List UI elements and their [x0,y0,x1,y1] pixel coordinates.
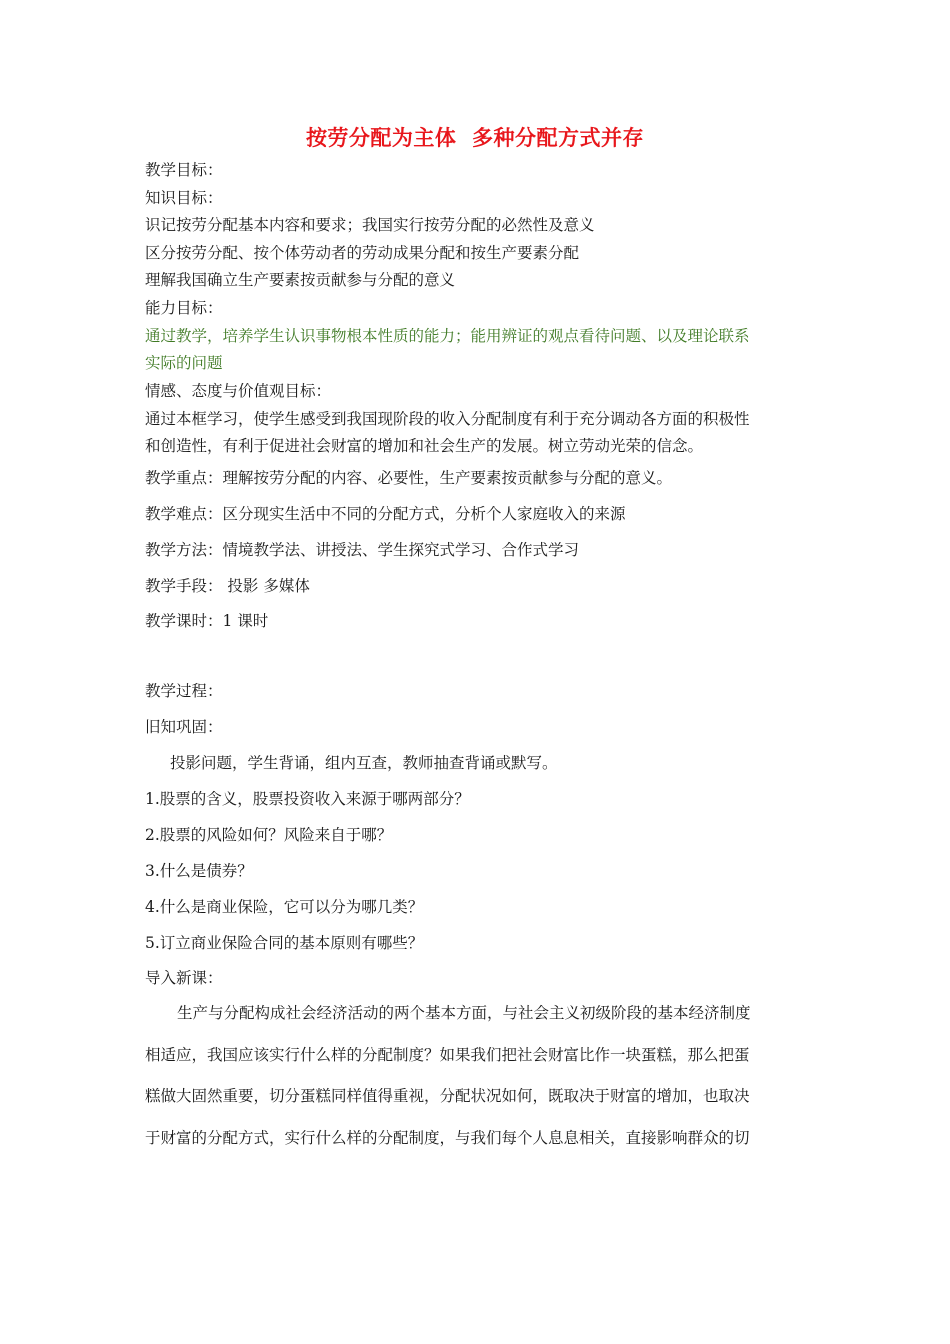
review-question: 3.什么是债券？ [145,862,253,880]
teaching-method: 教学方法：情境教学法、讲授法、学生探究式学习、合作式学习 [145,541,580,559]
intro-heading: 导入新课： [145,969,223,987]
knowledge-item: 区分按劳分配、按个体劳动者的劳动成果分配和按生产要素分配 [145,244,580,262]
ability-text: 通过教学，培养学生认识事物根本性质的能力；能用辨证的观点看待问题、以及理论联系 [145,327,750,345]
emotion-text: 和创造性，有利于促进社会财富的增加和社会生产的发展。树立劳动光荣的信念。 [145,437,704,455]
review-question: 4.什么是商业保险，它可以分为哪几类？ [145,898,424,916]
knowledge-item: 理解我国确立生产要素按贡献参与分配的意义 [145,271,456,289]
review-question: 2.股票的风险如何？风险来自于哪？ [145,826,393,844]
process-heading: 教学过程： [145,682,223,700]
intro-paragraph-line: 生产与分配构成社会经济活动的两个基本方面，与社会主义初级阶段的基本经济制度 [177,1004,751,1022]
review-intro: 投影问题，学生背诵，组内互查，教师抽查背诵或默写。 [170,754,558,772]
review-heading: 旧知巩固： [145,718,223,736]
emotion-heading: 情感、态度与价值观目标： [145,382,332,400]
review-question: 1.股票的含义，股票投资收入来源于哪两部分？ [145,790,470,808]
difficulty: 教学难点：区分现实生活中不同的分配方式，分析个人家庭收入的来源 [145,505,626,523]
document-title: 按劳分配为主体 多种分配方式并存 [305,125,645,150]
teaching-means: 教学手段： 投影 多媒体 [145,577,310,595]
emotion-text: 通过本框学习，使学生感受到我国现阶段的收入分配制度有利于充分调动各方面的积极性 [145,410,750,428]
ability-heading: 能力目标： [145,299,223,317]
intro-paragraph-line: 糕做大固然重要，切分蛋糕同样值得重视，分配状况如何，既取决于财富的增加，也取决 [145,1087,750,1105]
intro-paragraph-line: 相适应，我国应该实行什么样的分配制度？如果我们把社会财富比作一块蛋糕，那么把蛋 [145,1046,750,1064]
intro-paragraph-line: 于财富的分配方式，实行什么样的分配制度，与我们每个人息息相关，直接影响群众的切 [145,1129,750,1147]
objectives-heading: 教学目标： [145,161,223,179]
ability-text: 实际的问题 [145,354,223,372]
knowledge-item: 识记按劳分配基本内容和要求；我国实行按劳分配的必然性及意义 [145,216,595,234]
teaching-hours: 教学课时：1 课时 [145,612,269,630]
knowledge-heading: 知识目标： [145,189,223,207]
review-question: 5.订立商业保险合同的基本原则有哪些？ [145,934,424,952]
key-point: 教学重点：理解按劳分配的内容、必要性，生产要素按贡献参与分配的意义。 [145,469,673,487]
